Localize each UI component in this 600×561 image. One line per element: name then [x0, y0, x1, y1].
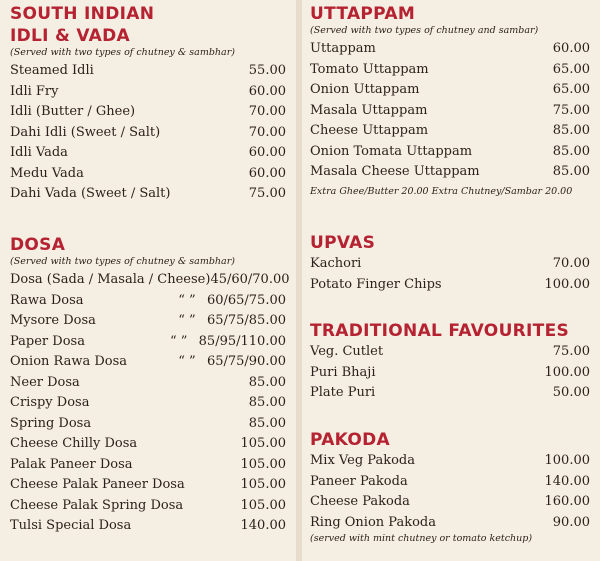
idli-item-list — [10, 61, 286, 205]
menu-item-name: Idli (Butter / Ghee) — [10, 104, 136, 119]
menu-item-name: Ring Onion Pakoda — [310, 514, 436, 530]
menu-item — [310, 254, 590, 275]
menu-item-name: Veg. Cutlet — [310, 344, 384, 359]
menu-item — [310, 383, 590, 404]
ditto-marks: “ ” — [169, 333, 188, 349]
menu-item-price: 85.00 — [552, 143, 590, 159]
menu-item-price: 65/75/90.00 — [206, 354, 286, 369]
menu-item-price: 90.00 — [552, 514, 590, 530]
menu-item-name: Paneer Pakoda — [310, 473, 408, 489]
section-title-uttappam: UTTAPPAM — [310, 4, 416, 24]
pakoda-section — [310, 429, 590, 547]
menu-item-name: Tomato Uttappam — [310, 61, 429, 77]
menu-item-price: 85/95/110.00 — [198, 333, 286, 349]
menu-item-price: 100.00 — [544, 364, 590, 380]
dosa-section — [10, 234, 290, 537]
menu-item-price: 70.00 — [552, 256, 590, 271]
menu-item-price: 105.00 — [240, 477, 286, 492]
menu-item-name: Mysore Dosa — [10, 313, 96, 328]
ditto-marks: “ ” — [178, 354, 196, 369]
menu-item-price: 85.00 — [248, 395, 286, 410]
menu-item-price: 105.00 — [240, 456, 286, 472]
menu-item — [10, 352, 286, 373]
menu-item-price: 60/65/75.00 — [206, 292, 286, 308]
menu-item-name: Dahi Idli (Sweet / Salt) — [10, 124, 161, 140]
menu-item — [10, 270, 290, 291]
menu-item-name: Masala Cheese Uttappam — [310, 164, 480, 179]
menu-item-price: 70.00 — [248, 124, 286, 140]
menu-item — [10, 82, 286, 103]
menu-item-price: 75.00 — [552, 102, 590, 118]
right-column — [302, 0, 600, 561]
menu-item — [10, 455, 286, 476]
idli-note: (Served with two types of chutney & sambhar) — [10, 47, 235, 58]
menu-item — [310, 472, 590, 493]
menu-item — [10, 143, 286, 164]
ditto-marks: “ ” — [178, 292, 196, 308]
menu-item-name: Plate Puri — [310, 385, 376, 400]
menu-item-price: 160.00 — [544, 494, 590, 509]
menu-item-name: Idli Fry — [10, 83, 59, 99]
menu-item-name: Onion Rawa Dosa — [10, 354, 128, 369]
menu-item — [310, 342, 590, 363]
menu-item-price: 105.00 — [240, 497, 286, 513]
menu-item-name: Potato Finger Chips — [310, 276, 442, 292]
menu-item-name: Uttappam — [310, 41, 376, 56]
section-title-idli-vada: IDLI & VADA — [10, 26, 130, 46]
menu-item-price: 65.00 — [552, 61, 590, 77]
menu-item — [310, 451, 590, 472]
uttappam-section — [310, 3, 590, 199]
pakoda-note: (served with mint chutney or tomato ketchup) — [310, 533, 533, 544]
menu-item — [10, 516, 286, 537]
menu-item-name: Rawa Dosa — [10, 292, 84, 308]
menu-item-price: 60.00 — [248, 165, 286, 181]
menu-item — [10, 434, 286, 455]
menu-item-price: 45/60/70.00 — [210, 272, 290, 287]
section-title-traditional-favourites: TRADITIONAL FAVOURITES — [310, 321, 570, 341]
traditional-section — [310, 320, 590, 404]
menu-item-price: 70.00 — [248, 104, 286, 119]
menu-item-price: 60.00 — [552, 41, 590, 56]
menu-item — [310, 39, 590, 60]
menu-item-name: Cheese Uttappam — [310, 123, 429, 138]
menu-item-price: 100.00 — [544, 276, 590, 292]
menu-item-price: 50.00 — [552, 385, 590, 400]
menu-item-name: Cheese Palak Paneer Dosa — [10, 477, 185, 492]
menu-item-price: 75.00 — [248, 186, 286, 201]
menu-item-price: 85.00 — [552, 164, 590, 179]
menu-item — [10, 311, 286, 332]
menu-item-name: Onion Uttappam — [310, 82, 420, 97]
dosa-item-list — [10, 270, 290, 537]
menu-item-price: 60.00 — [248, 145, 286, 160]
uttappam-note: (Served with two types of chutney and sambar) — [310, 25, 539, 36]
menu-item-name: Medu Vada — [10, 165, 84, 181]
menu-item-price: 105.00 — [240, 436, 286, 451]
menu-item — [10, 291, 286, 312]
menu-item — [310, 80, 590, 101]
menu-item-name: Onion Tomata Uttappam — [310, 143, 473, 159]
menu-item — [10, 414, 286, 435]
menu-item-name: Dosa (Sada / Masala / Cheese) — [10, 272, 211, 287]
menu-item — [10, 123, 286, 144]
menu-item-name: Spring Dosa — [10, 415, 92, 431]
menu-item-price: 140.00 — [240, 518, 286, 533]
ditto-marks: “ ” — [178, 313, 196, 328]
menu-item-price: 100.00 — [544, 453, 590, 468]
menu-item-name: Puri Bhaji — [310, 364, 376, 380]
menu-item-price: 65/75/85.00 — [206, 313, 286, 328]
menu-item — [10, 373, 286, 394]
menu-item-name: Palak Paneer Dosa — [10, 456, 133, 472]
menu-item — [10, 102, 286, 123]
menu-item-name: Cheese Pakoda — [310, 494, 410, 509]
menu-item-price: 85.00 — [552, 123, 590, 138]
menu-item-price: 75.00 — [552, 344, 590, 359]
menu-item-name: Paper Dosa — [10, 333, 85, 349]
menu-item — [10, 496, 286, 517]
menu-item — [10, 164, 286, 185]
menu-item-name: Steamed Idli — [10, 63, 94, 78]
menu-item-price: 55.00 — [248, 63, 286, 78]
upvas-item-list — [310, 254, 590, 295]
menu-item-name: Neer Dosa — [10, 374, 80, 390]
menu-item-name: Crispy Dosa — [10, 395, 90, 410]
menu-item-name: Dahi Vada (Sweet / Salt) — [10, 186, 171, 201]
menu-item — [310, 60, 590, 81]
dosa-note: (Served with two types of chutney & sambhar) — [10, 256, 235, 267]
menu-item-name: Idli Vada — [10, 145, 68, 160]
menu-item — [310, 121, 590, 142]
section-title-dosa: DOSA — [10, 235, 66, 255]
menu-item — [10, 61, 286, 82]
menu-item — [310, 275, 590, 296]
uttappam-item-list — [310, 39, 590, 183]
menu-item-name: Cheese Palak Spring Dosa — [10, 497, 184, 513]
menu-item-price: 85.00 — [248, 415, 286, 431]
menu-item — [10, 475, 286, 496]
section-title-south-indian: SOUTH INDIAN — [10, 4, 155, 24]
menu-item — [310, 142, 590, 163]
menu-item — [310, 162, 590, 183]
section-title-pakoda: PAKODA — [310, 430, 390, 450]
menu-item — [10, 332, 286, 353]
pakoda-item-list — [310, 451, 590, 533]
upvas-section — [310, 232, 590, 295]
menu-item-name: Masala Uttappam — [310, 102, 428, 118]
menu-item — [310, 513, 590, 534]
menu-item — [310, 492, 590, 513]
menu-item — [10, 393, 286, 414]
menu-item-name: Cheese Chilly Dosa — [10, 436, 138, 451]
uttappam-extra-note: Extra Ghee/Butter 20.00 Extra Chutney/Sambar 20.00 — [310, 185, 573, 197]
section-title-upvas: UPVAS — [310, 233, 376, 253]
menu-item-price: 65.00 — [552, 82, 590, 97]
menu-item-name: Kachori — [310, 256, 362, 271]
menu-item-price: 140.00 — [544, 473, 590, 489]
left-column — [0, 0, 296, 561]
menu-item — [310, 101, 590, 122]
menu-item-price: 60.00 — [248, 83, 286, 99]
menu-item — [10, 184, 286, 205]
menu-item — [310, 363, 590, 384]
idli-vada-section — [10, 3, 286, 205]
menu-item-name: Tulsi Special Dosa — [10, 518, 132, 533]
menu-item-name: Mix Veg Pakoda — [310, 453, 415, 468]
traditional-item-list — [310, 342, 590, 404]
menu-item-price: 85.00 — [248, 374, 286, 390]
